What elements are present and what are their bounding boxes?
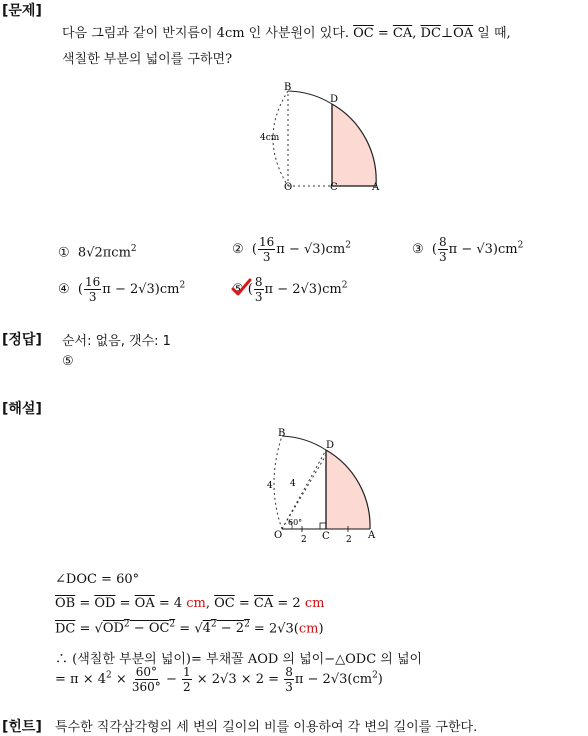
solution-label-r1: 4	[267, 481, 273, 491]
solution-line-4: ∴ (색칠한 부분의 넓이)= 부채꼴 AOD 의 넓이−△ODC 의 넓이	[55, 652, 423, 667]
solution-label-d: D	[326, 440, 335, 451]
solution-label-oc: 2	[301, 535, 307, 545]
problem-line-2: 색칠한 부분의 넓이를 구하면?	[62, 52, 233, 67]
option-4[interactable]: ④ ( $\frac{16}{3}$ $\pi - 2√3)cm^2$	[58, 275, 186, 304]
solution-arc-ob	[274, 436, 282, 529]
solution-label-r2: 4	[290, 479, 296, 489]
shaded-region	[332, 104, 376, 186]
option-2[interactable]: ② ( $\frac{16}{3}$ $\pi - √3)cm^2$	[232, 235, 351, 264]
label-c: C	[330, 182, 338, 193]
solution-line-2: $\overline{OB} = \overline{OD} = \overline{OA} = 4$ cm, $\overline{OC} = \overline{CA} = 2$ cm	[55, 596, 325, 611]
option-3[interactable]: ③ ( $\frac{8}{3}$ $\pi - √3)cm^2$	[412, 235, 524, 264]
solution-tag: [해설]	[2, 401, 42, 417]
answer-choice: ⑤	[62, 354, 74, 369]
option-5[interactable]: ⑤ ( $\frac{8}{3}$ $\pi - 2√3)cm^2$	[232, 275, 348, 304]
solution-shaded-region	[326, 450, 370, 529]
solution-label-a: A	[368, 530, 376, 541]
solution-label-b: B	[278, 428, 286, 439]
right-angle-mark	[320, 523, 326, 529]
label-d: D	[330, 94, 339, 105]
check-mark-icon	[230, 278, 252, 298]
solution-line-3: $\overline{DC} = √OD^2 - OC^2 = √4^2 - 2^2 = 2√3(cm)$	[55, 620, 324, 637]
answer-line: 순서: 없음, 갯수: 1	[62, 334, 171, 349]
solution-label-ca: 2	[346, 535, 352, 545]
hint-tag: [힌트]	[2, 719, 42, 735]
solution-figure	[262, 424, 386, 546]
arc-bd	[288, 91, 332, 104]
hint-text: 특수한 직각삼각형의 세 변의 길이의 비를 이용하여 각 변의 길이를 구한다.	[55, 720, 478, 735]
solution-label-c: C	[322, 531, 330, 542]
problem-tag: [문제]	[2, 3, 42, 19]
label-o: O	[284, 182, 293, 193]
solution-line-5: = $\pi \times 4^2$ × $\frac{60^\circ}{360^\circ}$ − $\frac{1}{2}$ × 2√3 × 2 = $\frac{8}{3}$ $\pi - 2√3(cm^2)$	[55, 665, 383, 694]
label-b: B	[284, 82, 292, 93]
option-1[interactable]: ① 8√2πcm$^2$	[58, 244, 137, 261]
solution-line-1: ∠DOC = 60°	[55, 572, 140, 587]
label-radius: 4cm	[260, 133, 280, 143]
solution-label-angle: 60°	[288, 518, 303, 527]
label-a: A	[372, 182, 380, 193]
solution-label-o: O	[274, 530, 283, 541]
problem-figure	[250, 78, 390, 198]
solution-arc-bd	[282, 436, 326, 450]
problem-line-1: 다음 그림과 같이 반지름이 4cm 인 사분원이 있다. $\overline{OC} = \overline{CA}$, $\overline{DC}\perp\overline{OA}$ 일 때,	[62, 26, 511, 41]
answer-tag: [정답]	[2, 332, 42, 348]
